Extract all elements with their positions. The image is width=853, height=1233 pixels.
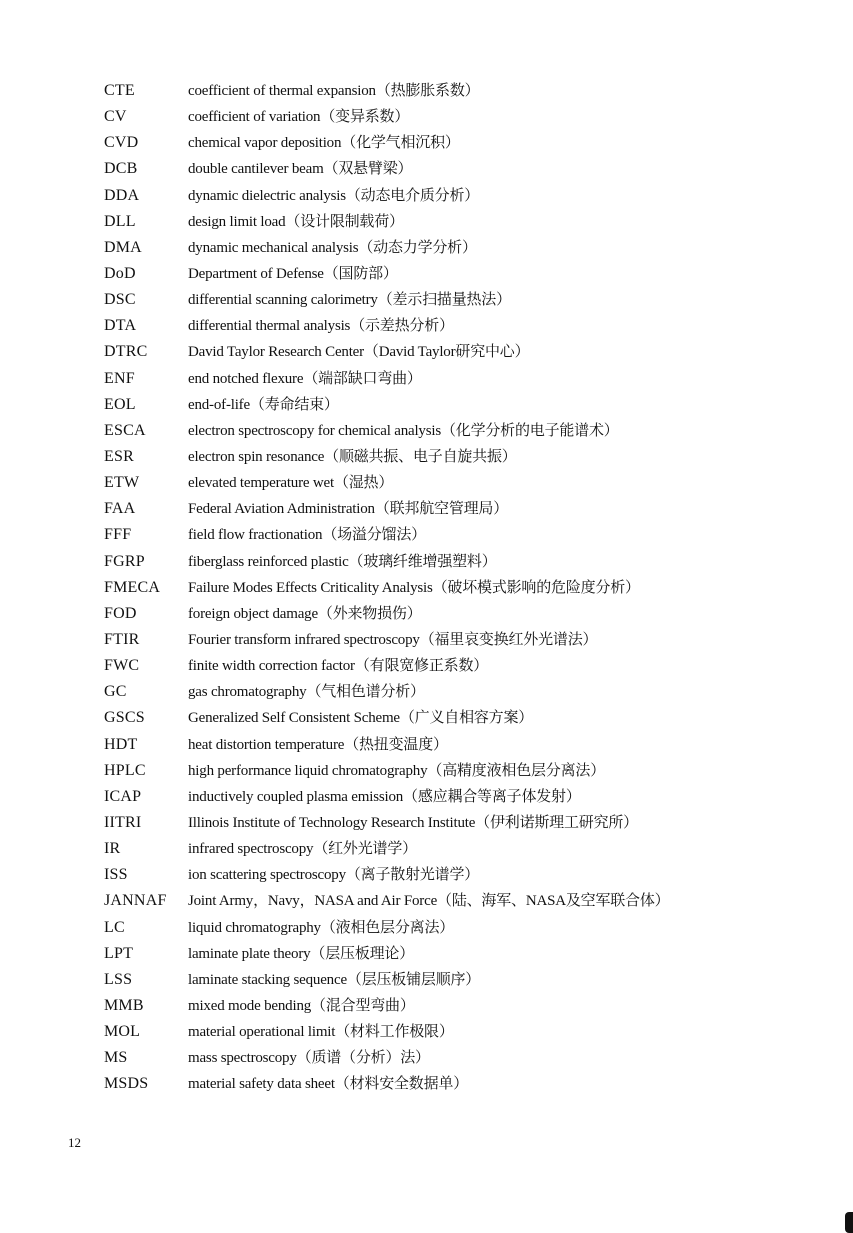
abbreviation-entry	[0, 522, 853, 548]
page-edge-mark	[845, 1212, 853, 1233]
abbreviation-entry	[0, 836, 853, 862]
abbreviation-definition: dynamic dielectric analysis（动态电介质分析）	[188, 187, 480, 204]
abbreviation-term: LSS	[104, 970, 133, 988]
abbreviation-entry	[0, 104, 853, 130]
abbreviation-definition: heat distortion temperature（热扭变温度）	[188, 736, 448, 753]
abbreviation-entry	[0, 78, 853, 104]
abbreviation-term: DTRC	[104, 343, 148, 361]
abbreviation-term: FAA	[104, 500, 136, 518]
page-number: 12	[68, 1135, 81, 1150]
abbreviation-term: EOL	[104, 395, 136, 413]
abbreviation-entry	[0, 627, 853, 653]
abbreviation-term: DSC	[104, 291, 136, 309]
abbreviation-term: DoD	[104, 264, 136, 282]
abbreviation-definition: fiberglass reinforced plastic（玻璃纤维增强塑料）	[188, 553, 497, 570]
abbreviation-term: JANNAF	[104, 892, 167, 910]
abbreviation-term: DMA	[104, 238, 142, 256]
abbreviation-term: ENF	[104, 369, 135, 387]
abbreviation-entry	[0, 784, 853, 810]
abbreviation-definition: laminate stacking sequence（层压板铺层顺序）	[188, 971, 481, 988]
abbreviation-definition: chemical vapor deposition（化学气相沉积）	[188, 135, 460, 152]
abbreviation-term: DCB	[104, 160, 138, 178]
abbreviation-term: IITRI	[104, 813, 142, 831]
abbreviation-entry	[0, 575, 853, 601]
abbreviation-entry	[0, 444, 853, 470]
abbreviation-term: LPT	[104, 944, 134, 962]
abbreviation-entry	[0, 183, 853, 209]
abbreviation-definition: infrared spectroscopy（红外光谱学）	[188, 841, 417, 858]
abbreviation-definition: material safety data sheet（材料安全数据单）	[188, 1076, 469, 1093]
abbreviation-term: MMB	[104, 996, 144, 1014]
abbreviation-entry	[0, 156, 853, 182]
abbreviation-definition: differential thermal analysis（示差热分析）	[188, 318, 454, 335]
abbreviation-term: FWC	[104, 657, 140, 675]
abbreviation-definition: mass spectroscopy（质谱（分析）法）	[188, 1050, 430, 1067]
abbreviation-entry	[0, 366, 853, 392]
abbreviation-definition: field flow fractionation（场溢分馏法）	[188, 527, 426, 544]
abbreviation-definition: high performance liquid chromatography（高精度液相色层分离法）	[188, 762, 606, 779]
abbreviation-entry	[0, 732, 853, 758]
abbreviation-entry	[0, 496, 853, 522]
abbreviation-definition: Department of Defense（国防部）	[188, 265, 398, 282]
abbreviation-entry	[0, 705, 853, 731]
abbreviation-term: FTIR	[104, 630, 140, 648]
abbreviation-term: HPLC	[104, 761, 146, 779]
abbreviation-definition: Generalized Self Consistent Scheme（广义自相容方案）	[188, 710, 534, 727]
abbreviation-entry	[0, 679, 853, 705]
abbreviation-definition: double cantilever beam（双悬臂梁）	[188, 161, 413, 178]
abbreviation-term: DLL	[104, 212, 136, 230]
abbreviation-term: HDT	[104, 735, 138, 753]
abbreviation-entry	[0, 888, 853, 914]
abbreviation-term: GC	[104, 683, 127, 701]
abbreviation-term: DDA	[104, 186, 140, 204]
abbreviation-term: ESR	[104, 447, 134, 465]
abbreviation-entry	[0, 235, 853, 261]
abbreviation-definition: end-of-life（寿命结束）	[188, 396, 339, 413]
abbreviation-term: ESCA	[104, 421, 146, 439]
abbreviation-term: MS	[104, 1049, 128, 1067]
abbreviation-entry	[0, 130, 853, 156]
abbreviation-entry	[0, 313, 853, 339]
abbreviation-definition: Federal Aviation Administration（联邦航空管理局）	[188, 501, 509, 518]
abbreviation-definition: Fourier transform infrared spectroscopy（福里哀变换红外光谱法）	[188, 631, 598, 648]
abbreviation-entry	[0, 339, 853, 365]
abbreviation-term: MOL	[104, 1023, 141, 1041]
abbreviation-entry	[0, 392, 853, 418]
abbreviation-term: CTE	[104, 82, 135, 99]
abbreviation-definition: gas chromatography（气相色谱分析）	[188, 684, 425, 701]
abbreviation-entry	[0, 941, 853, 967]
abbreviation-term: CVD	[104, 134, 139, 152]
abbreviation-entry	[0, 1071, 853, 1097]
abbreviation-entry	[0, 915, 853, 941]
abbreviation-definition: differential scanning calorimetry（差示扫描量热法）	[188, 292, 511, 309]
abbreviation-definition: material operational limit（材料工作极限）	[188, 1024, 454, 1041]
abbreviation-entry	[0, 287, 853, 313]
abbreviation-term: FOD	[104, 604, 137, 622]
abbreviation-term: FGRP	[104, 552, 145, 570]
abbreviation-entry	[0, 862, 853, 888]
abbreviation-definition: liquid chromatography（液相色层分离法）	[188, 919, 455, 936]
abbreviation-definition: ion scattering spectroscopy（离子散射光谱学）	[188, 867, 480, 884]
abbreviation-term: FMECA	[104, 578, 161, 596]
abbreviation-term: ISS	[104, 866, 128, 884]
abbreviation-definition: inductively coupled plasma emission（感应耦合等离子体发射）	[188, 788, 581, 805]
abbreviation-definition: mixed mode bending（混合型弯曲）	[188, 997, 415, 1014]
abbreviation-definition: David Taylor Research Center（David Taylor研究中心）	[188, 344, 530, 361]
abbreviation-list	[0, 78, 853, 1097]
abbreviation-entry	[0, 758, 853, 784]
abbreviation-entry	[0, 209, 853, 235]
abbreviation-entry	[0, 418, 853, 444]
abbreviation-entry	[0, 1019, 853, 1045]
abbreviation-term: ETW	[104, 474, 140, 492]
abbreviation-definition: coefficient of variation（变异系数）	[188, 109, 410, 126]
abbreviation-term: GSCS	[104, 709, 145, 727]
abbreviation-entry	[0, 1045, 853, 1071]
abbreviation-definition: design limit load（设计限制载荷）	[188, 213, 404, 230]
abbreviation-definition: finite width correction factor（有限宽修正系数）	[188, 658, 489, 675]
abbreviation-term: IR	[104, 840, 121, 858]
abbreviation-definition: Failure Modes Effects Criticality Analysis（破坏模式影响的危险度分析）	[188, 579, 640, 596]
abbreviation-entry	[0, 601, 853, 627]
abbreviation-term: CV	[104, 108, 127, 126]
abbreviation-entry	[0, 810, 853, 836]
abbreviation-entry	[0, 653, 853, 679]
abbreviation-definition: elevated temperature wet（湿热）	[188, 475, 394, 492]
abbreviation-definition: Joint Army，Navy，NASA and Air Force（陆、海军、NASA及空军联合体）	[188, 893, 670, 910]
abbreviation-entry	[0, 993, 853, 1019]
abbreviation-entry	[0, 967, 853, 993]
abbreviation-definition: end notched flexure（端部缺口弯曲）	[188, 370, 422, 387]
abbreviation-entry	[0, 470, 853, 496]
abbreviation-definition: electron spectroscopy for chemical analysis（化学分析的电子能谱术）	[188, 422, 619, 439]
abbreviation-definition: dynamic mechanical analysis（动态力学分析）	[188, 239, 477, 256]
abbreviation-term: ICAP	[104, 787, 142, 805]
abbreviation-term: MSDS	[104, 1075, 149, 1093]
abbreviation-term: FFF	[104, 526, 132, 544]
abbreviation-definition: laminate plate theory（层压板理论）	[188, 945, 415, 962]
abbreviation-entry	[0, 549, 853, 575]
abbreviation-definition: coefficient of thermal expansion（热膨胀系数）	[188, 83, 480, 99]
abbreviation-definition: electron spin resonance（顺磁共振、电子自旋共振）	[188, 448, 517, 465]
abbreviation-term: DTA	[104, 317, 137, 335]
abbreviation-entry	[0, 261, 853, 287]
abbreviation-term: LC	[104, 918, 125, 936]
abbreviation-definition: Illinois Institute of Technology Research Institute（伊利诺斯理工研究所）	[188, 814, 638, 831]
abbreviation-definition: foreign object damage（外来物损伤）	[188, 605, 422, 622]
